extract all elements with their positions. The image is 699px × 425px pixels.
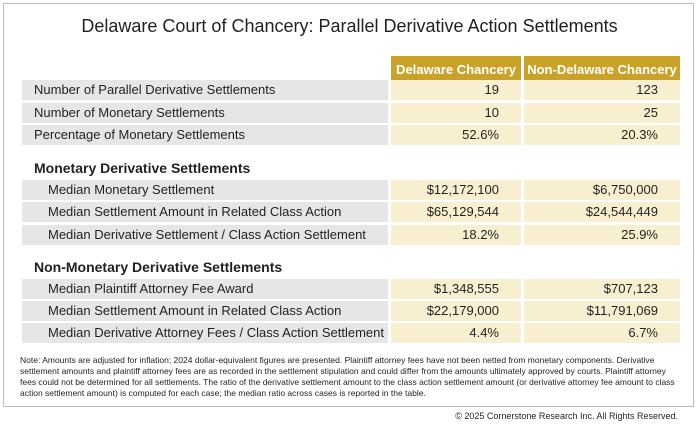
section-heading-non-monetary: Non-Monetary Derivative Settlements <box>34 259 283 275</box>
row-label: Median Monetary Settlement <box>22 180 388 200</box>
table-row <box>22 279 680 299</box>
delaware-value: 18.2% <box>391 225 521 245</box>
column-header-delaware: Delaware Chancery <box>391 56 521 83</box>
row-label: Median Settlement Amount in Related Class Action <box>22 301 388 321</box>
delaware-value: 52.6% <box>391 125 521 145</box>
table-row <box>22 301 680 321</box>
delaware-value: $65,129,544 <box>391 202 521 222</box>
row-label: Median Derivative Attorney Fees / Class Action Settlement <box>22 323 388 343</box>
row-label: Median Derivative Settlement / Class Action Settlement <box>22 225 388 245</box>
non-delaware-value: $6,750,000 <box>524 180 680 200</box>
delaware-value: 10 <box>391 103 521 123</box>
delaware-value: $12,172,100 <box>391 180 521 200</box>
non-delaware-value: $707,123 <box>524 279 680 299</box>
table-row <box>22 225 680 245</box>
delaware-value: 19 <box>391 80 521 100</box>
table-title: Delaware Court of Chancery: Parallel Derivative Action Settlements <box>81 16 618 36</box>
delaware-value: 4.4% <box>391 323 521 343</box>
non-delaware-value: 25 <box>524 103 680 123</box>
non-delaware-value: $24,544,449 <box>524 202 680 222</box>
non-delaware-value: $11,791,069 <box>524 301 680 321</box>
copyright-notice: © 2025 Cornerstone Research Inc. All Rights Reserved. <box>455 411 678 421</box>
table-row <box>22 125 680 145</box>
table-frame <box>3 3 694 407</box>
non-delaware-value: 6.7% <box>524 323 680 343</box>
non-delaware-value: 123 <box>524 80 680 100</box>
table-row <box>22 180 680 200</box>
table-footnote: Note: Amounts are adjusted for inflation; 2024 dollar-equivalent figures are presented. Plaintiff attorney fees have not been netted from monetary components. Derivative settlement amounts and plaintiff attorney fees are as recorded in the settlement stipulation and could differ from the amounts ultimately approved by courts. Plaintiff attorney fees could not be determined for all settlements. The ratio of the derivative settlement amount to the class action settlement amount (or derivative attorney fee amount to class action settlement amount) is computed for each case; the median ratio across cases is reported in the table. <box>20 355 675 398</box>
row-label: Percentage of Monetary Settlements <box>22 125 388 145</box>
table-row <box>22 103 680 123</box>
delaware-value: $1,348,555 <box>391 279 521 299</box>
non-delaware-value: 25.9% <box>524 225 680 245</box>
table-row <box>22 80 680 100</box>
row-label: Number of Monetary Settlements <box>22 103 388 123</box>
delaware-value: $22,179,000 <box>391 301 521 321</box>
table-row <box>22 202 680 222</box>
table-row <box>22 323 680 343</box>
row-label: Number of Parallel Derivative Settlements <box>22 80 388 100</box>
section-heading-monetary: Monetary Derivative Settlements <box>34 160 251 176</box>
non-delaware-value: 20.3% <box>524 125 680 145</box>
row-label: Median Plaintiff Attorney Fee Award <box>22 279 388 299</box>
column-header-non-delaware: Non-Delaware Chancery <box>524 56 680 83</box>
row-label: Median Settlement Amount in Related Class Action <box>22 202 388 222</box>
